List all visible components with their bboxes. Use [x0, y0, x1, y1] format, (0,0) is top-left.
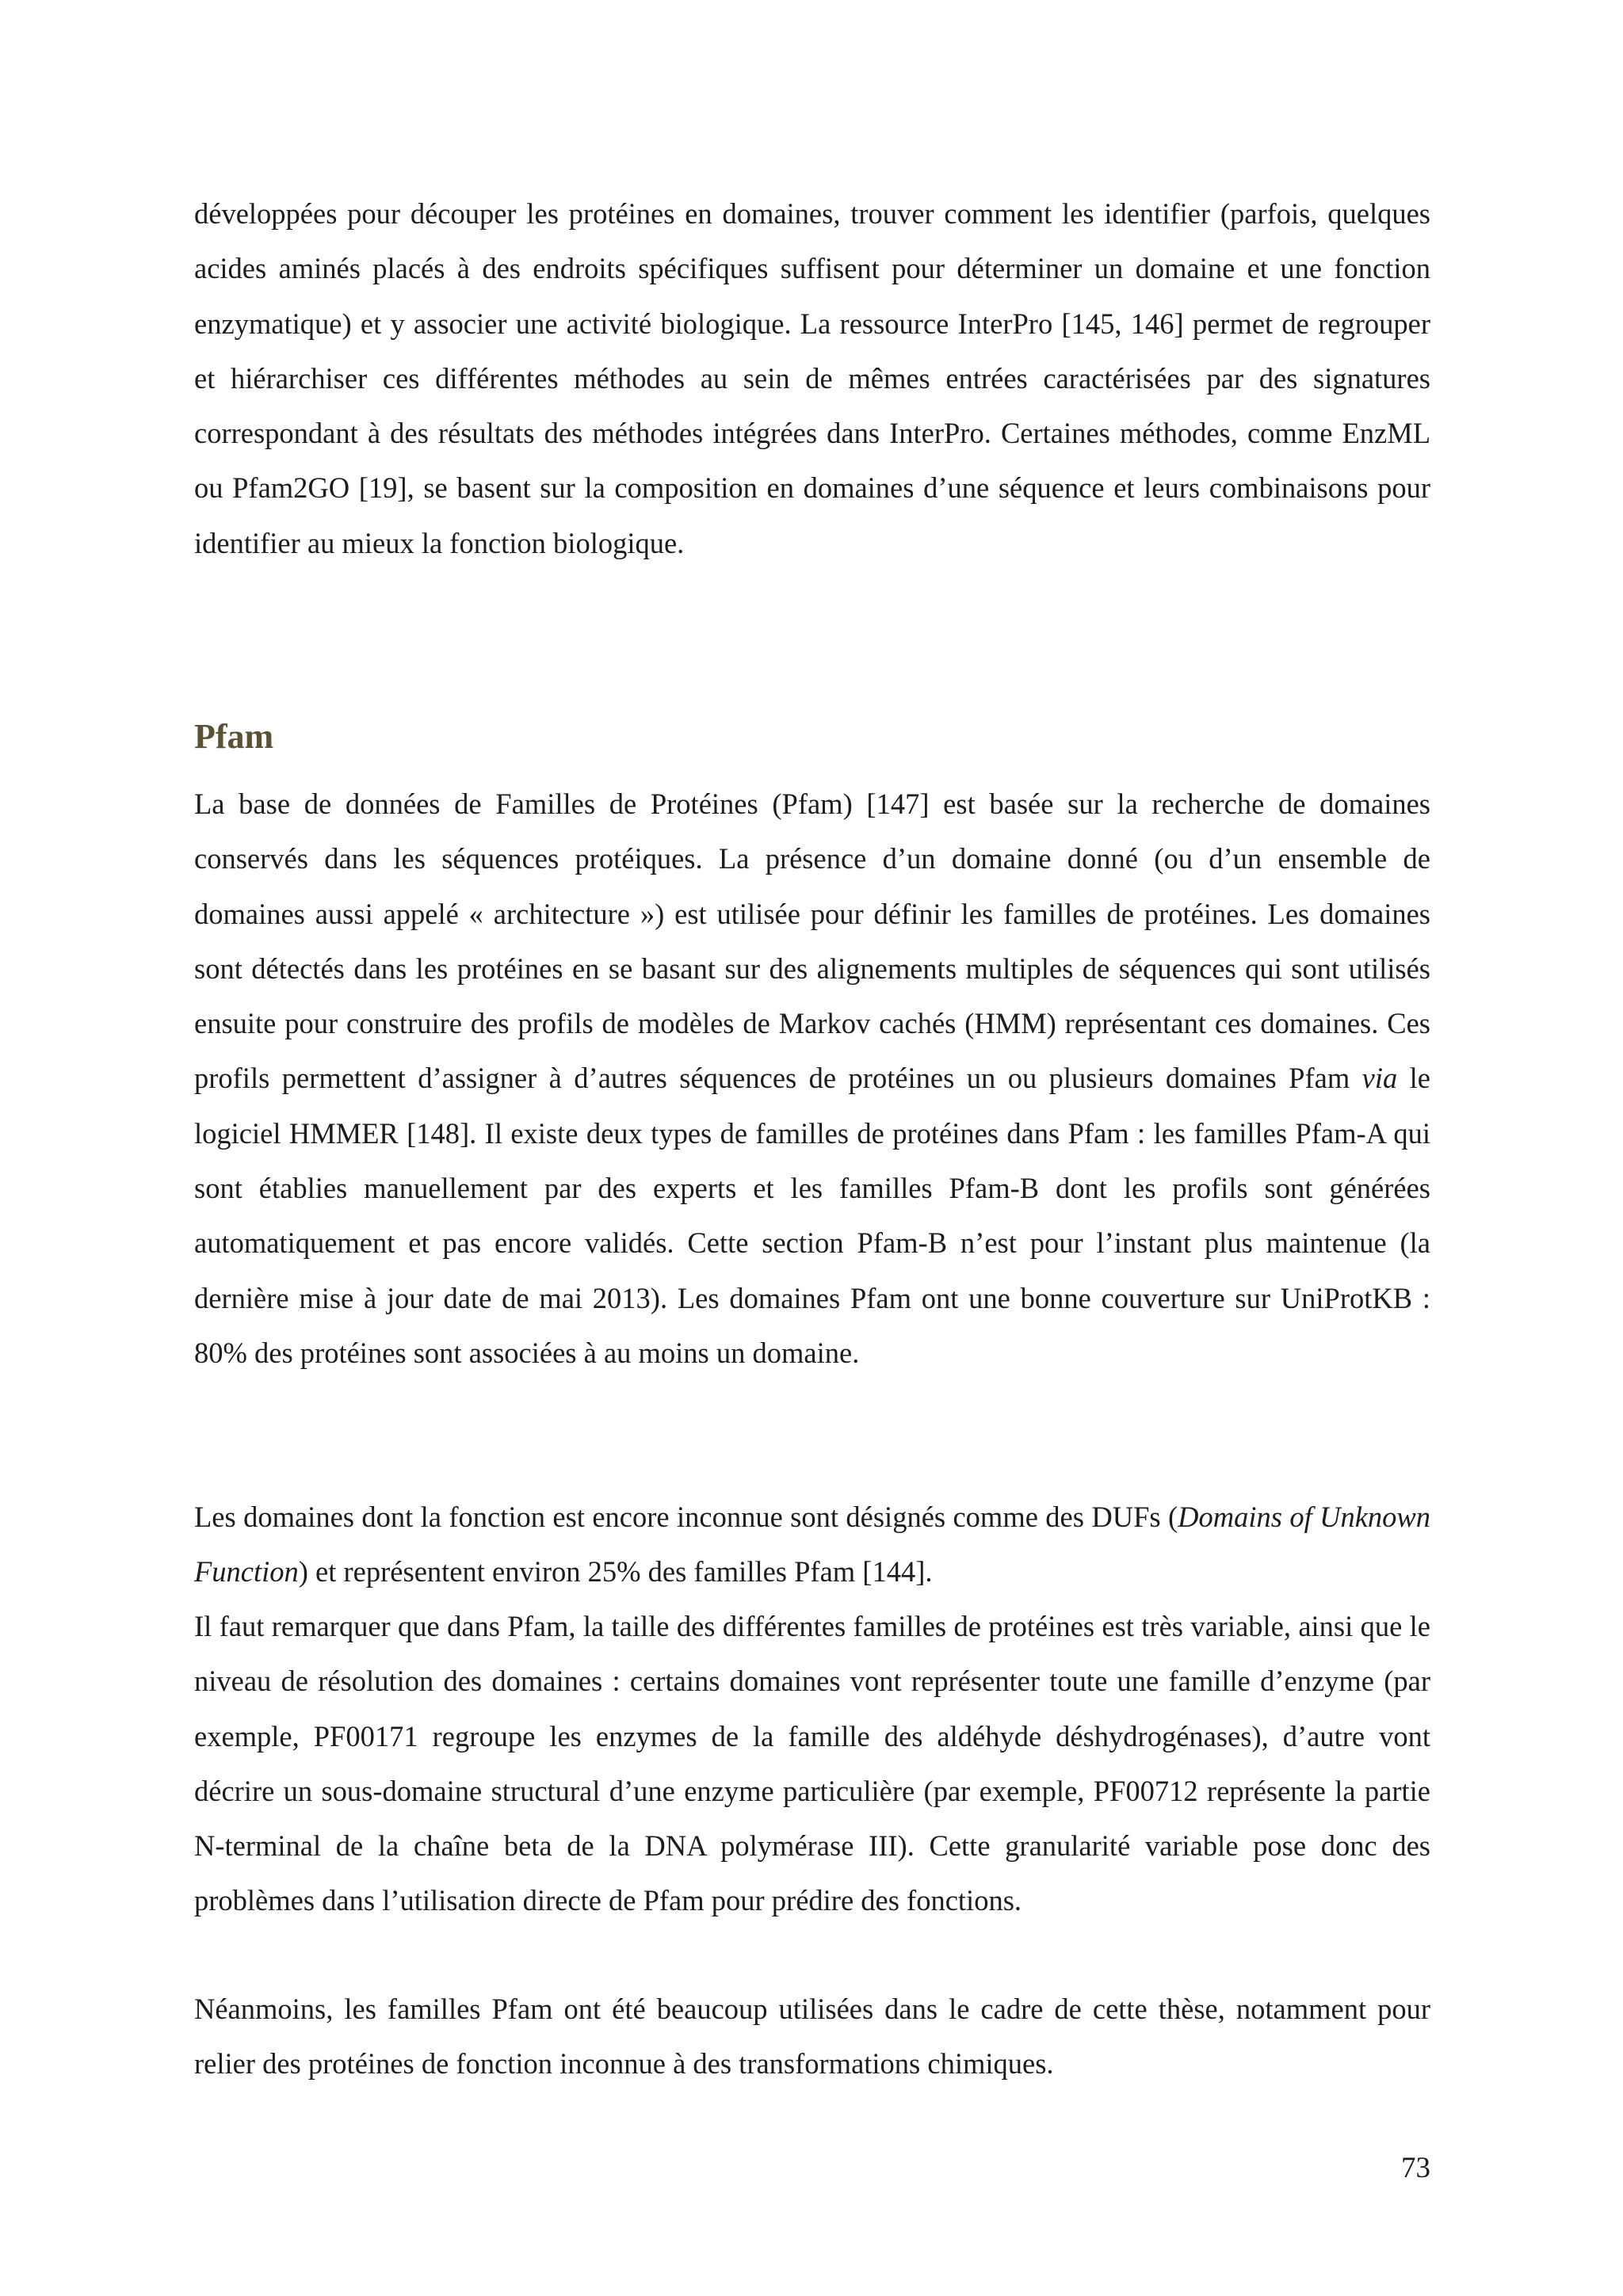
pfam-text-part1: La base de données de Familles de Protéines (Pfam) [147] est basée sur la recherche de domaines conservés dans les séquences protéiques. La présence d’un domaine donné (ou d’un ensemble de domaines aussi appelé « architecture ») est utilisée pour définir les familles de protéines. Les domaines sont détectés dans les protéines en se basant sur des alignements multiples de séquences qui sont utilisés ensuite pour construire des profils de modèles de Markov cachés (HMM) représentant ces domaines. Ces profils permettent d’assigner à d’autres séquences de protéines un ou plusieurs domaines Pfam	[194, 788, 1430, 1095]
granularity-paragraph	[194, 1599, 1430, 1928]
dufs-text-part1: Les domaines dont la fonction est encore inconnue sont désignés comme des DUFs (	[194, 1501, 1178, 1533]
dufs-text-part2: ) et représentent environ 25% des familles Pfam [144].	[298, 1555, 933, 1589]
section-heading: Pfam	[194, 717, 274, 756]
pfam-text-part2: le logiciel HMMER [148]. Il existe deux types de familles de protéines dans Pfam : les familles Pfam-A qui sont établies manuellement par des experts et les familles Pfam-B dont les profils sont générées automatiquement et pas encore validés. Cette section Pfam-B n’est pour l’instant plus maintenue (la dernière mise à jour date de mai 2013). Les domaines Pfam ont une bonne couverture sur UniProtKB : 80% des protéines sont associées à au moins un domaine.	[194, 1062, 1431, 1369]
dufs-text	[194, 1489, 1430, 1600]
pfam-via-term: via	[1361, 1062, 1398, 1095]
granularity-text: Il faut remarquer que dans Pfam, la taille des différentes familles de protéines est très variable, ainsi que le niveau de résolution des domaines : certains domaines vont représenter toute une famille d’enzyme (par exemple, PF00171 regroupe les enzymes de la famille des aldéhyde déshydrogénases), d’autre vont décrire un sous-domaine structural d’une enzyme particulière (par exemple, PF00712 représente la partie N-terminal de la chaîne beta de la DNA polymérase III). Cette granularité variable pose donc des problèmes dans l’utilisation directe de Pfam pour prédire des fonctions.	[194, 1610, 1430, 1917]
intro-text: développées pour découper les protéines en domaines, trouver comment les identifier (parfois, quelques acides aminés placés à des endroits spécifiques suffisent pour déterminer un domaine et une fonction enzymatique) et y associer une activité biologique. La ressource InterPro [145, 146] permet de regrouper et hiérarchiser ces différentes méthodes au sein de mêmes entrées caractérisées par des signatures correspondant à des résultats des méthodes intégrées dans InterPro. Certaines méthodes, comme EnzML ou Pfam2GO [19], se basent sur la composition en domaines d’une séquence et leurs combinaisons pour identifier au mieux la fonction biologique.	[194, 197, 1430, 559]
dufs-paragraph	[194, 1489, 1430, 1600]
dufs-term: Domains of Unknown Function	[194, 1501, 1431, 1589]
conclusion-text: Néanmoins, les familles Pfam ont été beaucoup utilisées dans le cadre de cette thèse, notamment pour relier des protéines de fonction inconnue à des transformations chimiques.	[194, 1993, 1430, 2081]
conclusion-paragraph	[194, 1981, 1430, 2092]
pfam-text	[194, 776, 1430, 1380]
page-number: 73	[1401, 2152, 1430, 2184]
intro-paragraph	[194, 186, 1430, 570]
pfam-paragraph	[194, 776, 1430, 1380]
